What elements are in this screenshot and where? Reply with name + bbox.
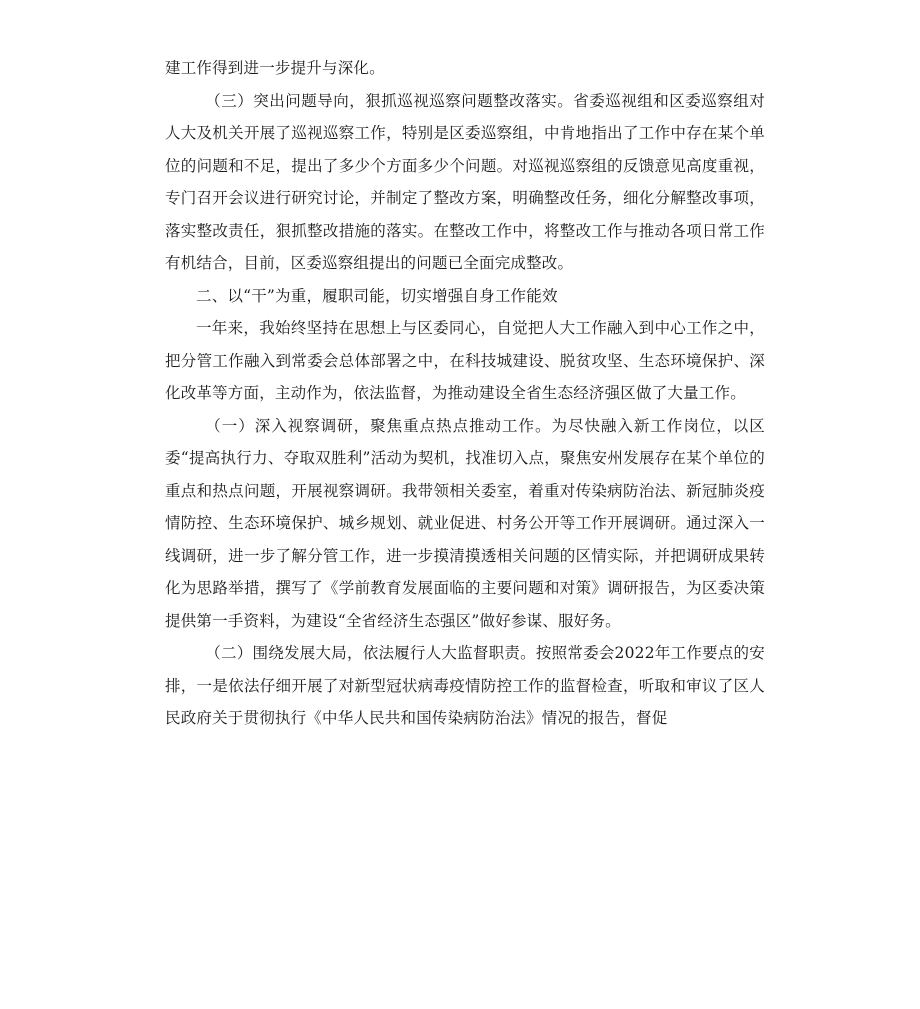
- paragraph-continuation: 建工作得到进一步提升与深化。: [165, 59, 385, 77]
- section-heading-two: 二、以“干”为重，履职司能，切实增强自身工作能效: [196, 286, 558, 305]
- document-page: [165, 52, 765, 735]
- paragraph-section-three: （三）突出问题导向，狠抓巡视巡察问题整改落实。省委巡视组和区委巡察组对人大及机关开展了巡视巡察工作，特别是区委巡察组，中肯地指出了工作中存在某个单位的问题和不足，提出了多少个方面多少个问题。对巡视巡察组的反馈意见高度重视，专门召开会议进行研究讨论，并制定了整改方案，明确整改任务，细化分解整改事项，落实整改责任，狠抓整改措施的落实。在整改工作中，将整改工作与推动各项日常工作有机结合，目前，区委巡察组提出的问题已全面完成整改。: [165, 91, 765, 272]
- paragraph-year-summary: 一年来，我始终坚持在思想上与区委同心，自觉把人大工作融入到中心工作之中，把分管工作融入到常委会总体部署之中，在科技城建设、脱贫攻坚、生态环境保护、深化改革等方面，主动作为，依法监督，为推动建设全省生态经济强区做了大量工作。: [165, 319, 765, 402]
- paragraph-subsection-two: （二）围绕发展大局，依法履行人大监督职责。按照常委会2022年工作要点的安排，一是依法仔细开展了对新型冠状病毒疫情防控工作的监督检查，听取和审议了区人民政府关于贯彻执行《中华人民共和国传染病防治法》情况的报告，督促: [165, 644, 765, 727]
- paragraph-subsection-one: （一）深入视察调研，聚焦重点热点推动工作。为尽快融入新工作岗位，以区委“提高执行力、夺取双胜利”活动为契机，找准切入点，聚焦安州发展存在某个单位的重点和热点问题，开展视察调研。我带领相关委室，着重对传染病防治法、新冠肺炎疫情防控、生态环境保护、城乡规划、就业促进、村务公开等工作开展调研。通过深入一线调研，进一步了解分管工作，进一步摸清摸透相关问题的区情实际，并把调研成果转化为思路举措，撰写了《学前教育发展面临的主要问题和对策》调研报告，为区委决策提供第一手资料，为建设“全省经济生态强区”做好参谋、服好务。: [165, 416, 765, 630]
